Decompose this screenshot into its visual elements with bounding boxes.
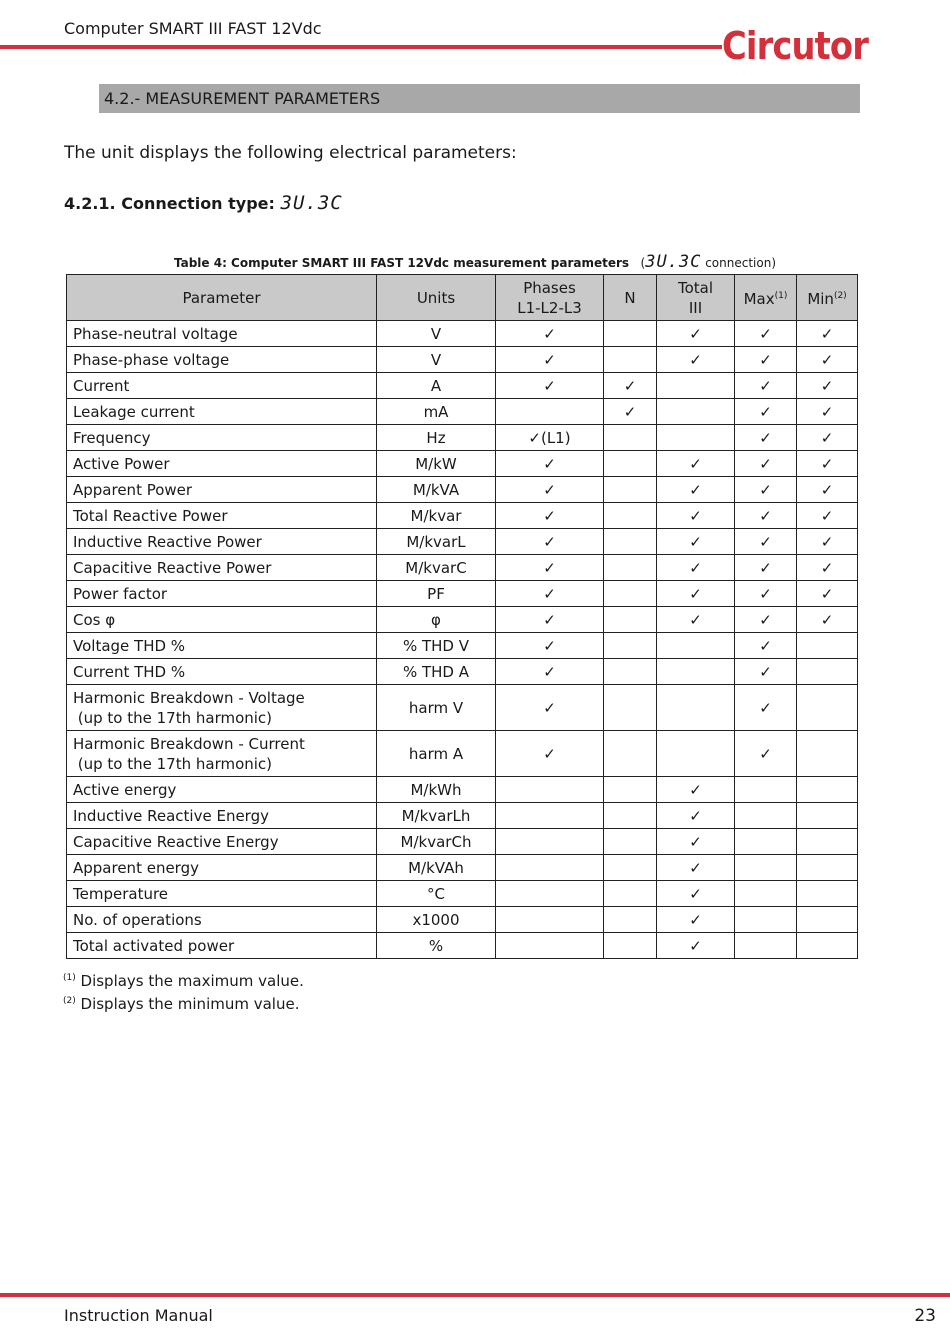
phases-check-cell: [496, 933, 604, 959]
parameter-name-line2: (up to the 17th harmonic): [73, 754, 273, 773]
header-total: [657, 275, 735, 321]
parameter-name: No. of operations: [73, 910, 202, 929]
table-row: [67, 399, 858, 425]
parameter-cell: [67, 425, 377, 451]
header-rule: [0, 45, 722, 49]
max-check-cell: [735, 933, 797, 959]
table-row: [67, 659, 858, 685]
total-check-cell: ✓: [657, 555, 735, 581]
header-phases-line2: L1-L2-L3: [517, 298, 582, 317]
parameter-cell: [67, 607, 377, 633]
parameter-cell: [67, 373, 377, 399]
max-check-cell: ✓: [735, 607, 797, 633]
parameter-name: Apparent Power: [73, 480, 193, 499]
units-cell: M/kvar: [377, 503, 496, 529]
min-check-cell: [797, 881, 858, 907]
parameter-cell: [67, 555, 377, 581]
total-check-cell: [657, 633, 735, 659]
header-units: Units: [377, 275, 496, 321]
min-check-cell: [797, 933, 858, 959]
section-heading-bar: [99, 84, 860, 113]
parameter-cell: [67, 829, 377, 855]
table-caption-suffix: connection): [701, 256, 777, 270]
table-row: [67, 731, 858, 777]
total-check-cell: ✓: [657, 321, 735, 347]
units-cell: M/kVAh: [377, 855, 496, 881]
parameter-name: Harmonic Breakdown - Voltage: [73, 688, 305, 707]
n-check-cell: [604, 731, 657, 777]
min-check-cell: ✓: [797, 347, 858, 373]
max-check-cell: ✓: [735, 633, 797, 659]
max-check-cell: [735, 803, 797, 829]
table-caption-code: 3U.3C: [645, 252, 702, 272]
units-cell: A: [377, 373, 496, 399]
table-row: [67, 347, 858, 373]
n-check-cell: ✓: [604, 399, 657, 425]
units-cell: harm V: [377, 685, 496, 731]
table-row: [67, 933, 858, 959]
parameter-cell: [67, 503, 377, 529]
table-caption-paren: (: [640, 256, 646, 270]
max-check-cell: ✓: [735, 581, 797, 607]
n-check-cell: [604, 633, 657, 659]
header-max-label: Max: [743, 290, 775, 308]
table-header-row: [67, 275, 858, 321]
n-check-cell: [604, 803, 657, 829]
phases-check-cell: ✓: [496, 373, 604, 399]
units-cell: °C: [377, 881, 496, 907]
table-row: [67, 503, 858, 529]
footnote-max-mark: (1): [63, 973, 76, 983]
total-check-cell: ✓: [657, 503, 735, 529]
n-check-cell: [604, 855, 657, 881]
min-check-cell: ✓: [797, 477, 858, 503]
max-check-cell: ✓: [735, 555, 797, 581]
min-check-cell: [797, 685, 858, 731]
phases-check-cell: [496, 829, 604, 855]
total-check-cell: ✓: [657, 907, 735, 933]
phases-check-cell: ✓: [496, 685, 604, 731]
table-row: [67, 451, 858, 477]
units-cell: M/kW: [377, 451, 496, 477]
min-check-cell: [797, 777, 858, 803]
parameter-cell: [67, 321, 377, 347]
n-check-cell: [604, 477, 657, 503]
total-check-cell: ✓: [657, 829, 735, 855]
phases-check-cell: ✓: [496, 451, 604, 477]
parameter-name: Temperature: [73, 884, 169, 903]
max-check-cell: ✓: [735, 659, 797, 685]
min-check-cell: ✓: [797, 451, 858, 477]
max-check-cell: ✓: [735, 477, 797, 503]
table-body: [67, 321, 858, 959]
max-check-cell: [735, 855, 797, 881]
min-check-cell: ✓: [797, 321, 858, 347]
parameter-cell: [67, 529, 377, 555]
total-check-cell: ✓: [657, 607, 735, 633]
n-check-cell: [604, 555, 657, 581]
total-check-cell: [657, 425, 735, 451]
max-check-cell: ✓: [735, 425, 797, 451]
table-row: [67, 777, 858, 803]
units-cell: M/kvarLh: [377, 803, 496, 829]
svg-text:Circutor: Circutor: [722, 24, 870, 67]
parameter-name: Inductive Reactive Energy: [73, 806, 269, 825]
parameter-cell: [67, 581, 377, 607]
n-check-cell: [604, 347, 657, 373]
phases-check-cell: [496, 881, 604, 907]
table-row: [67, 581, 858, 607]
n-check-cell: [604, 881, 657, 907]
parameter-name: Power factor: [73, 584, 168, 603]
phases-check-cell: ✓: [496, 529, 604, 555]
parameter-cell: [67, 855, 377, 881]
max-check-cell: ✓: [735, 685, 797, 731]
parameter-name: Harmonic Breakdown - Current: [73, 734, 305, 753]
table-row: [67, 685, 858, 731]
min-check-cell: ✓: [797, 581, 858, 607]
units-cell: mA: [377, 399, 496, 425]
phases-check-cell: ✓: [496, 477, 604, 503]
max-check-cell: ✓: [735, 399, 797, 425]
footer-rule: [0, 1293, 950, 1297]
phases-check-cell: [496, 399, 604, 425]
table-row: [67, 321, 858, 347]
parameter-cell: [67, 933, 377, 959]
parameter-cell: [67, 451, 377, 477]
n-check-cell: [604, 777, 657, 803]
min-check-cell: [797, 855, 858, 881]
table-row: [67, 829, 858, 855]
parameter-cell: [67, 633, 377, 659]
header-max-note: (1): [774, 291, 788, 301]
parameter-name: Phase-neutral voltage: [73, 324, 238, 343]
units-cell: M/kWh: [377, 777, 496, 803]
units-cell: x1000: [377, 907, 496, 933]
footnote-min-text: Displays the minimum value.: [75, 995, 300, 1013]
max-check-cell: [735, 777, 797, 803]
n-check-cell: [604, 933, 657, 959]
total-check-cell: ✓: [657, 581, 735, 607]
min-check-cell: ✓: [797, 555, 858, 581]
total-check-cell: ✓: [657, 529, 735, 555]
header-phases: [496, 275, 604, 321]
n-check-cell: [604, 425, 657, 451]
circutor-logo-icon: [722, 25, 870, 67]
parameter-cell: [67, 731, 377, 777]
connection-type-heading: [64, 192, 343, 214]
phases-check-cell: [496, 907, 604, 933]
total-check-cell: ✓: [657, 803, 735, 829]
table-row: [67, 803, 858, 829]
parameter-cell: [67, 477, 377, 503]
total-check-cell: ✓: [657, 933, 735, 959]
footer-manual-label: Instruction Manual: [64, 1306, 213, 1325]
min-check-cell: ✓: [797, 399, 858, 425]
max-check-cell: ✓: [735, 529, 797, 555]
footnote-max: [63, 972, 304, 990]
n-check-cell: [604, 529, 657, 555]
n-check-cell: [604, 321, 657, 347]
min-check-cell: [797, 907, 858, 933]
parameter-cell: [67, 907, 377, 933]
units-cell: %: [377, 933, 496, 959]
header-phases-line1: Phases: [523, 278, 576, 297]
max-check-cell: ✓: [735, 321, 797, 347]
header-min-note: (2): [833, 291, 847, 301]
parameter-name: Active Power: [73, 454, 170, 473]
footnote-min-mark: (2): [63, 996, 76, 1006]
n-check-cell: [604, 829, 657, 855]
total-check-cell: [657, 685, 735, 731]
total-check-cell: ✓: [657, 855, 735, 881]
header-total-line1: Total: [677, 278, 714, 297]
n-check-cell: [604, 659, 657, 685]
phases-check-cell: ✓: [496, 633, 604, 659]
parameter-name: Cos φ: [73, 610, 116, 629]
parameter-name: Capacitive Reactive Power: [73, 558, 272, 577]
table-row: [67, 633, 858, 659]
phases-check-cell: ✓(L1): [496, 425, 604, 451]
total-check-cell: ✓: [657, 451, 735, 477]
n-check-cell: [604, 503, 657, 529]
units-cell: M/kVA: [377, 477, 496, 503]
min-check-cell: [797, 829, 858, 855]
parameter-name: Active energy: [73, 780, 177, 799]
phases-check-cell: ✓: [496, 347, 604, 373]
page-number: 23: [914, 1306, 936, 1326]
units-cell: M/kvarCh: [377, 829, 496, 855]
phases-check-cell: ✓: [496, 731, 604, 777]
parameter-cell: [67, 399, 377, 425]
units-cell: φ: [377, 607, 496, 633]
units-cell: % THD A: [377, 659, 496, 685]
connection-type-label: 4.2.1. Connection type:: [64, 194, 281, 213]
header-max: [735, 275, 797, 321]
parameter-name: Leakage current: [73, 402, 195, 421]
total-check-cell: ✓: [657, 347, 735, 373]
units-cell: M/kvarL: [377, 529, 496, 555]
n-check-cell: [604, 685, 657, 731]
parameter-cell: [67, 659, 377, 685]
header-parameter: Parameter: [67, 275, 377, 321]
header-total-line2: III: [688, 298, 703, 317]
max-check-cell: ✓: [735, 347, 797, 373]
phases-check-cell: [496, 777, 604, 803]
table-row: [67, 607, 858, 633]
n-check-cell: [604, 581, 657, 607]
table-row: [67, 555, 858, 581]
parameter-name: Capacitive Reactive Energy: [73, 832, 279, 851]
parameter-name-line2: (up to the 17th harmonic): [73, 708, 273, 727]
table-caption-label: Table 4: Computer SMART III FAST 12Vdc measurement parameters: [173, 256, 630, 270]
header-n: N: [604, 275, 657, 321]
table-row: [67, 907, 858, 933]
parameter-name: Frequency: [73, 428, 151, 447]
connection-code-display: 3U.3C: [280, 192, 343, 214]
parameter-name: Total activated power: [73, 936, 235, 955]
total-check-cell: [657, 399, 735, 425]
units-cell: PF: [377, 581, 496, 607]
header-min-label: Min: [807, 290, 834, 308]
parameter-cell: [67, 881, 377, 907]
phases-check-cell: ✓: [496, 659, 604, 685]
table-row: [67, 881, 858, 907]
parameter-name: Voltage THD %: [73, 636, 186, 655]
total-check-cell: ✓: [657, 477, 735, 503]
n-check-cell: ✓: [604, 373, 657, 399]
table-row: [67, 477, 858, 503]
phases-check-cell: ✓: [496, 581, 604, 607]
header-min: [797, 275, 858, 321]
intro-text: The unit displays the following electrical parameters:: [64, 143, 517, 163]
max-check-cell: ✓: [735, 373, 797, 399]
measurement-parameters-table: [66, 274, 858, 959]
min-check-cell: ✓: [797, 373, 858, 399]
phases-check-cell: ✓: [496, 607, 604, 633]
total-check-cell: [657, 659, 735, 685]
min-check-cell: ✓: [797, 503, 858, 529]
table-row: [67, 373, 858, 399]
circutor-logo: [722, 22, 870, 67]
min-check-cell: [797, 633, 858, 659]
parameter-name: Current: [73, 376, 130, 395]
phases-check-cell: [496, 803, 604, 829]
footnote-max-text: Displays the maximum value.: [75, 972, 304, 990]
units-cell: V: [377, 347, 496, 373]
parameter-name: Inductive Reactive Power: [73, 532, 262, 551]
parameter-cell: [67, 777, 377, 803]
phases-check-cell: [496, 855, 604, 881]
min-check-cell: [797, 731, 858, 777]
document-title: Computer SMART III FAST 12Vdc: [64, 19, 322, 38]
table-caption: [0, 252, 950, 272]
min-check-cell: [797, 659, 858, 685]
parameter-cell: [67, 803, 377, 829]
table-row: [67, 425, 858, 451]
min-check-cell: ✓: [797, 425, 858, 451]
units-cell: M/kvarC: [377, 555, 496, 581]
min-check-cell: ✓: [797, 529, 858, 555]
table-row: [67, 529, 858, 555]
min-check-cell: ✓: [797, 607, 858, 633]
phases-check-cell: ✓: [496, 555, 604, 581]
total-check-cell: [657, 373, 735, 399]
units-cell: % THD V: [377, 633, 496, 659]
n-check-cell: [604, 607, 657, 633]
parameter-name: Apparent energy: [73, 858, 199, 877]
max-check-cell: ✓: [735, 451, 797, 477]
parameter-cell: [67, 347, 377, 373]
footnote-min: [63, 995, 299, 1013]
table-row: [67, 855, 858, 881]
phases-check-cell: ✓: [496, 321, 604, 347]
parameter-name: Phase-phase voltage: [73, 350, 230, 369]
phases-check-cell: ✓: [496, 503, 604, 529]
max-check-cell: [735, 881, 797, 907]
min-check-cell: [797, 803, 858, 829]
max-check-cell: [735, 907, 797, 933]
total-check-cell: ✓: [657, 881, 735, 907]
units-cell: V: [377, 321, 496, 347]
max-check-cell: ✓: [735, 503, 797, 529]
max-check-cell: [735, 829, 797, 855]
max-check-cell: ✓: [735, 731, 797, 777]
parameter-name: Current THD %: [73, 662, 186, 681]
n-check-cell: [604, 907, 657, 933]
total-check-cell: [657, 731, 735, 777]
parameter-cell: [67, 685, 377, 731]
section-heading: 4.2.- MEASUREMENT PARAMETERS: [104, 89, 381, 108]
total-check-cell: ✓: [657, 777, 735, 803]
units-cell: harm A: [377, 731, 496, 777]
units-cell: Hz: [377, 425, 496, 451]
n-check-cell: [604, 451, 657, 477]
parameter-name: Total Reactive Power: [73, 506, 228, 525]
